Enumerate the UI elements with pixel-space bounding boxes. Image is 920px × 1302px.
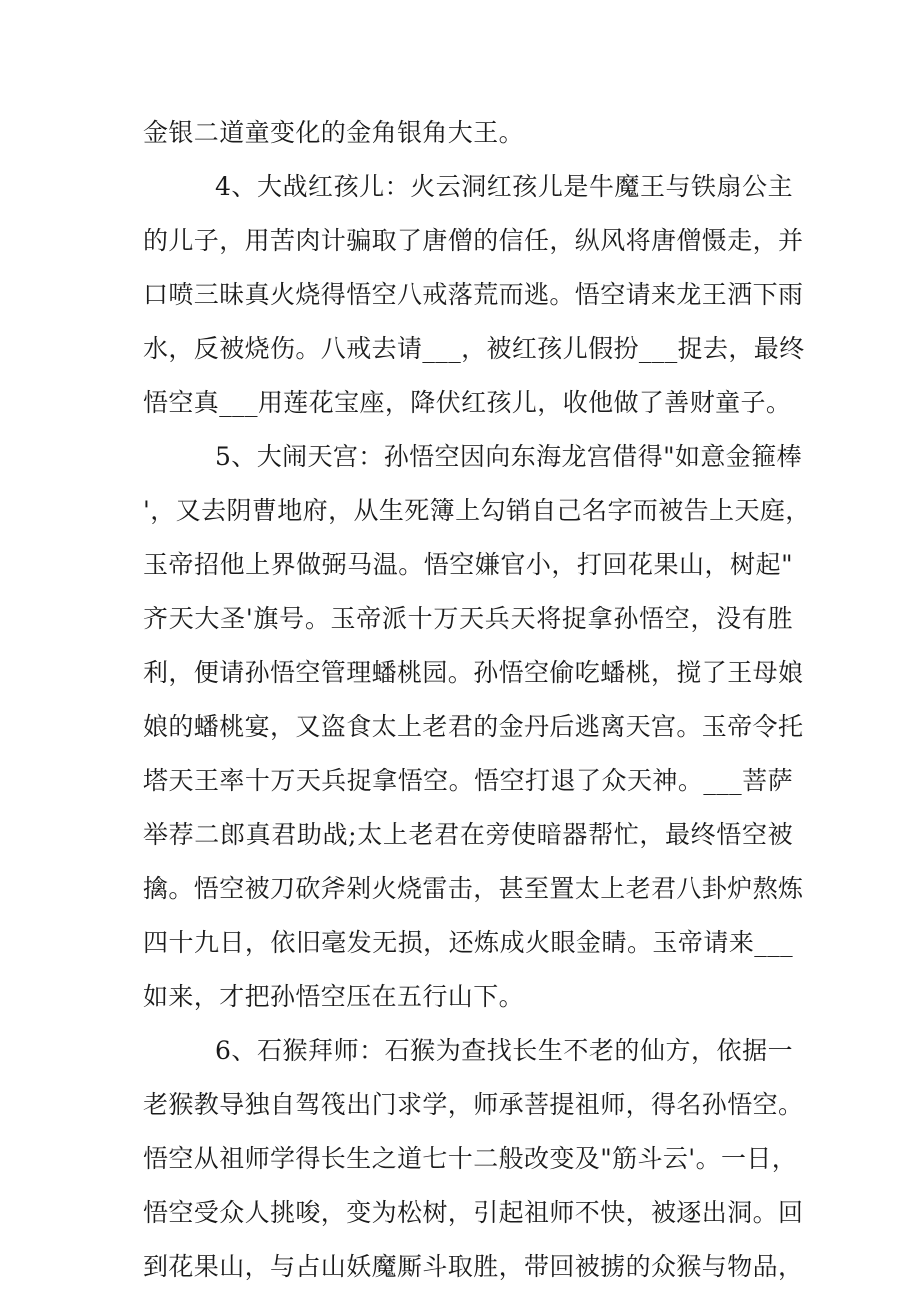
text-line: 悟空从祖师学得长生之道七十二般改变及"筋斗云'。一日，	[143, 1144, 798, 1173]
text-line: 利，便请孙悟空管理蟠桃园。孙悟空偷吃蟠桃，搅了王母娘	[143, 658, 804, 687]
text-line: 老猴教导独自驾筏出门求学，师承菩提祖师，得名孙悟空。	[143, 1090, 804, 1119]
text-line: 如来，才把孙悟空压在五行山下。	[143, 982, 525, 1011]
text-line: 塔天王率十万天兵捉拿悟空。悟空打退了众天神。___菩萨	[143, 766, 793, 795]
text-line: 玉帝招他上界做弼马温。悟空嫌官小，打回花果山，树起"	[143, 550, 793, 579]
text-line: 娘的蟠桃宴，又盗食太上老君的金丹后逃离天宫。玉帝令托	[143, 712, 804, 741]
section-6-heading-line: 6、石猴拜师：石猴为查找长生不老的仙方，依据一	[215, 1036, 793, 1065]
text-line: 口喷三昧真火烧得悟空八戒落荒而逃。悟空请来龙王洒下雨	[143, 280, 804, 309]
text-line: 的儿子，用苦肉计骗取了唐僧的信任，纵风将唐僧慑走，并	[143, 226, 804, 255]
section-5-heading-line: 5、大闹天宫：孙悟空因向东海龙宫借得"如意金箍棒	[215, 442, 803, 471]
text-line: 悟空受众人挑唆，变为松树，引起祖师不快，被逐出洞。回	[143, 1198, 804, 1227]
text-line: '，又去阴曹地府，从生死簿上勾销自己名字而被告上天庭，	[143, 496, 811, 525]
text-line: 擒。悟空被刀砍斧剁火烧雷击，甚至置太上老君八卦炉熬炼	[143, 874, 804, 903]
section-4-heading-line: 4、大战红孩儿：火云洞红孩儿是牛魔王与铁扇公主	[215, 172, 793, 201]
text-line: 悟空真___用莲花宝座，降伏红孩儿，收他做了善财童子。	[143, 388, 792, 417]
text-line: 举荐二郎真君助战;太上老君在旁使暗器帮忙，最终悟空被	[143, 820, 793, 849]
text-line: 四十九日，依旧毫发无损，还炼成火眼金睛。玉帝请来___	[143, 928, 793, 957]
text-line: 到花果山，与占山妖魔厮斗取胜，带回被掳的众猴与物品，	[143, 1252, 804, 1281]
text-line: 金银二道童变化的金角银角大王。	[143, 118, 525, 147]
text-line: 水，反被烧伤。八戒去请___，被红孩儿假扮___捉去，最终	[143, 334, 805, 363]
text-line: 齐天大圣'旗号。玉帝派十万天兵天将捉拿孙悟空，没有胜	[143, 604, 793, 633]
